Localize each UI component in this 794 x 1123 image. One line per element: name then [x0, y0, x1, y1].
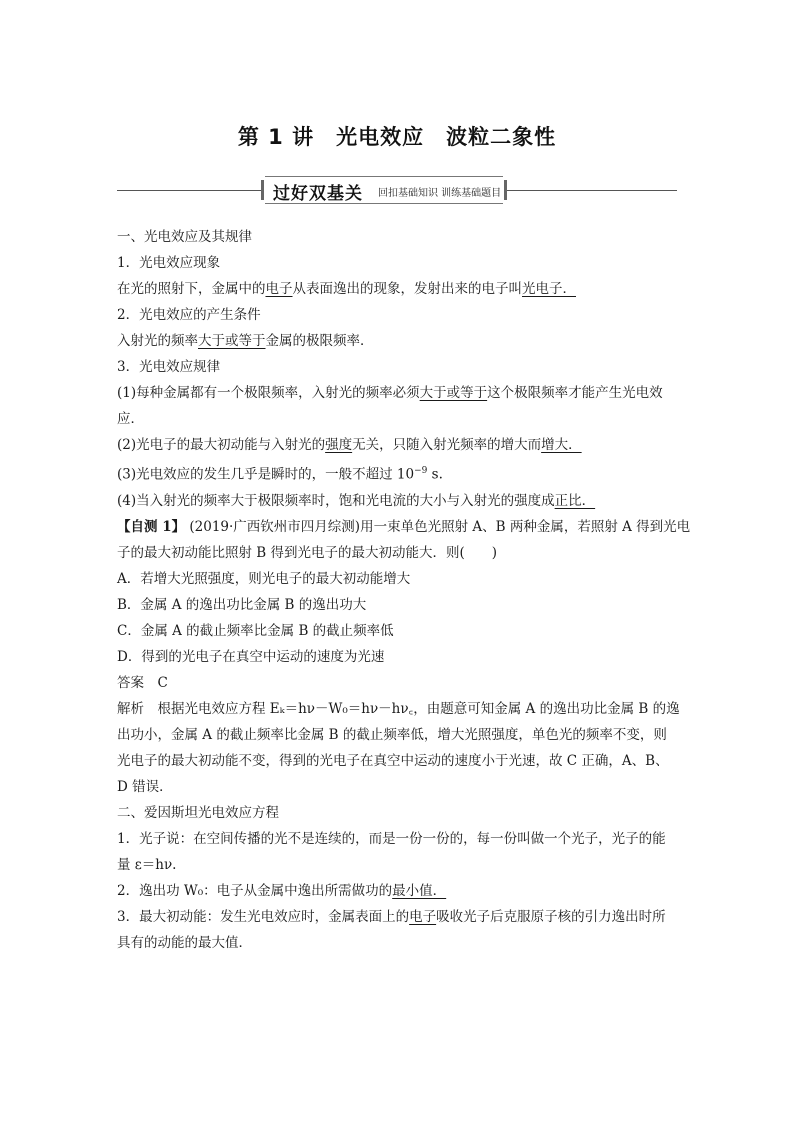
- explanation-line-2: 出功小，金属 A 的截止频率比金属 B 的截止频率低，增大光照强度，单色光的频率不变，则: [117, 726, 667, 743]
- answer-label: 答案: [117, 674, 144, 691]
- blank-answer: 强度: [325, 437, 353, 453]
- section-heading-1: 一、光电效应及其规律: [117, 229, 252, 245]
- quiz-label: 【自测 1】: [117, 518, 186, 535]
- page-title: 第 1 讲 光电效应 波粒二象性: [237, 125, 557, 149]
- banner-box: [265, 176, 503, 204]
- option-c: C．金属 A 的截止频率比金属 B 的截止频率低: [117, 622, 394, 639]
- blank-answer: 电子: [265, 281, 293, 297]
- subheading-1: 1．光电效应现象: [117, 255, 221, 271]
- section-heading-2: 二、爱因斯坦光电效应方程: [117, 804, 279, 821]
- banner-main-text: 过好双基关: [273, 184, 363, 204]
- blank-answer: 大于或等于: [419, 385, 488, 401]
- blank-answer: 光电子．: [522, 281, 576, 297]
- explanation-line-4: D 错误．: [117, 778, 173, 795]
- banner-rule-left: [117, 190, 261, 191]
- subheading-2: 2．光电效应的产生条件: [117, 307, 261, 323]
- option-d: D．得到的光电子在真空中运动的速度为光速: [117, 648, 385, 665]
- explanation-line-1: 解析 根据光电效应方程 Eₖ＝hν－W₀＝hν－hν꜀，由题意可知金属 A 的逸出功比金属 B 的逸: [117, 700, 680, 717]
- option-a: A．若增大光照强度，则光电子的最大初动能增大: [117, 570, 411, 587]
- quiz-question-line-2: 子的最大初动能比照射 B 得到光电子的最大初动能大．则( ): [117, 544, 498, 561]
- blank-answer: 电子: [409, 908, 437, 925]
- photon-theory-line-1: 1．光子说：在空间传播的光不是连续的，而是一份一份的，每一份叫做一个光子，光子的能: [117, 830, 666, 847]
- rule-4: (4)当入射光的频率大于极限频率时，饱和光电流的大小与入射光的强度成正比．: [117, 492, 596, 509]
- explanation-label: 解析: [117, 700, 144, 717]
- rule-3: (3)光电效应的发生几乎是瞬时的，一般不超过 $10^{-9}$ s.: [117, 466, 443, 483]
- blank-answer: 大于或等于: [198, 333, 266, 349]
- document-body: [117, 224, 691, 956]
- rule-2: (2)光电子的最大初动能与入射光的强度无关，只随入射光频率的增大而增大．: [117, 437, 582, 453]
- paragraph-2: 入射光的频率大于或等于金属的极限频率．: [117, 333, 374, 349]
- answer-value: C: [157, 674, 168, 691]
- paragraph-1: 在光的照射下，金属中的电子从表面逸出的现象，发射出来的电子叫光电子．: [117, 281, 576, 297]
- banner-sub-text: 回扣基础知识 训练基础题目: [378, 188, 502, 199]
- blank-answer: 最小值．: [392, 882, 447, 899]
- answer-line: [117, 670, 679, 696]
- photon-theory-line-2: 量 ε＝hν.: [117, 856, 177, 873]
- section-banner: [117, 176, 677, 206]
- rule-1-cont: 应．: [117, 411, 144, 427]
- quiz-question-line-1: 【自测 1】 (2019·广西钦州市四月综测)用一束单色光照射 A、B 两种金属，若照射 A 得到光电: [117, 518, 691, 535]
- banner-rule-right: [507, 190, 677, 191]
- blank-answer: 增大．: [541, 437, 582, 453]
- work-function-line: 2．逸出功 W₀：电子从金属中逸出所需做功的最小值．: [117, 882, 447, 899]
- explanation-line-3: 光电子的最大初动能不变，得到的光电子在真空中运动的速度小于光速，故 C 正确，A、B、: [117, 752, 669, 769]
- max-kinetic-energy-line-2: 具有的动能的最大值．: [117, 934, 252, 951]
- option-b: B．金属 A 的逸出功比金属 B 的逸出功大: [117, 596, 367, 613]
- rule-1: (1)每种金属都有一个极限频率，入射光的频率必须大于或等于这个极限频率才能产生光电效: [117, 385, 663, 401]
- blank-answer: 正比．: [554, 492, 596, 509]
- max-kinetic-energy-line-1: 3．最大初动能：发生光电效应时，金属表面上的电子吸收光子后克服原子核的引力逸出时所: [117, 908, 666, 925]
- subheading-3: 3．光电效应规律: [117, 359, 221, 375]
